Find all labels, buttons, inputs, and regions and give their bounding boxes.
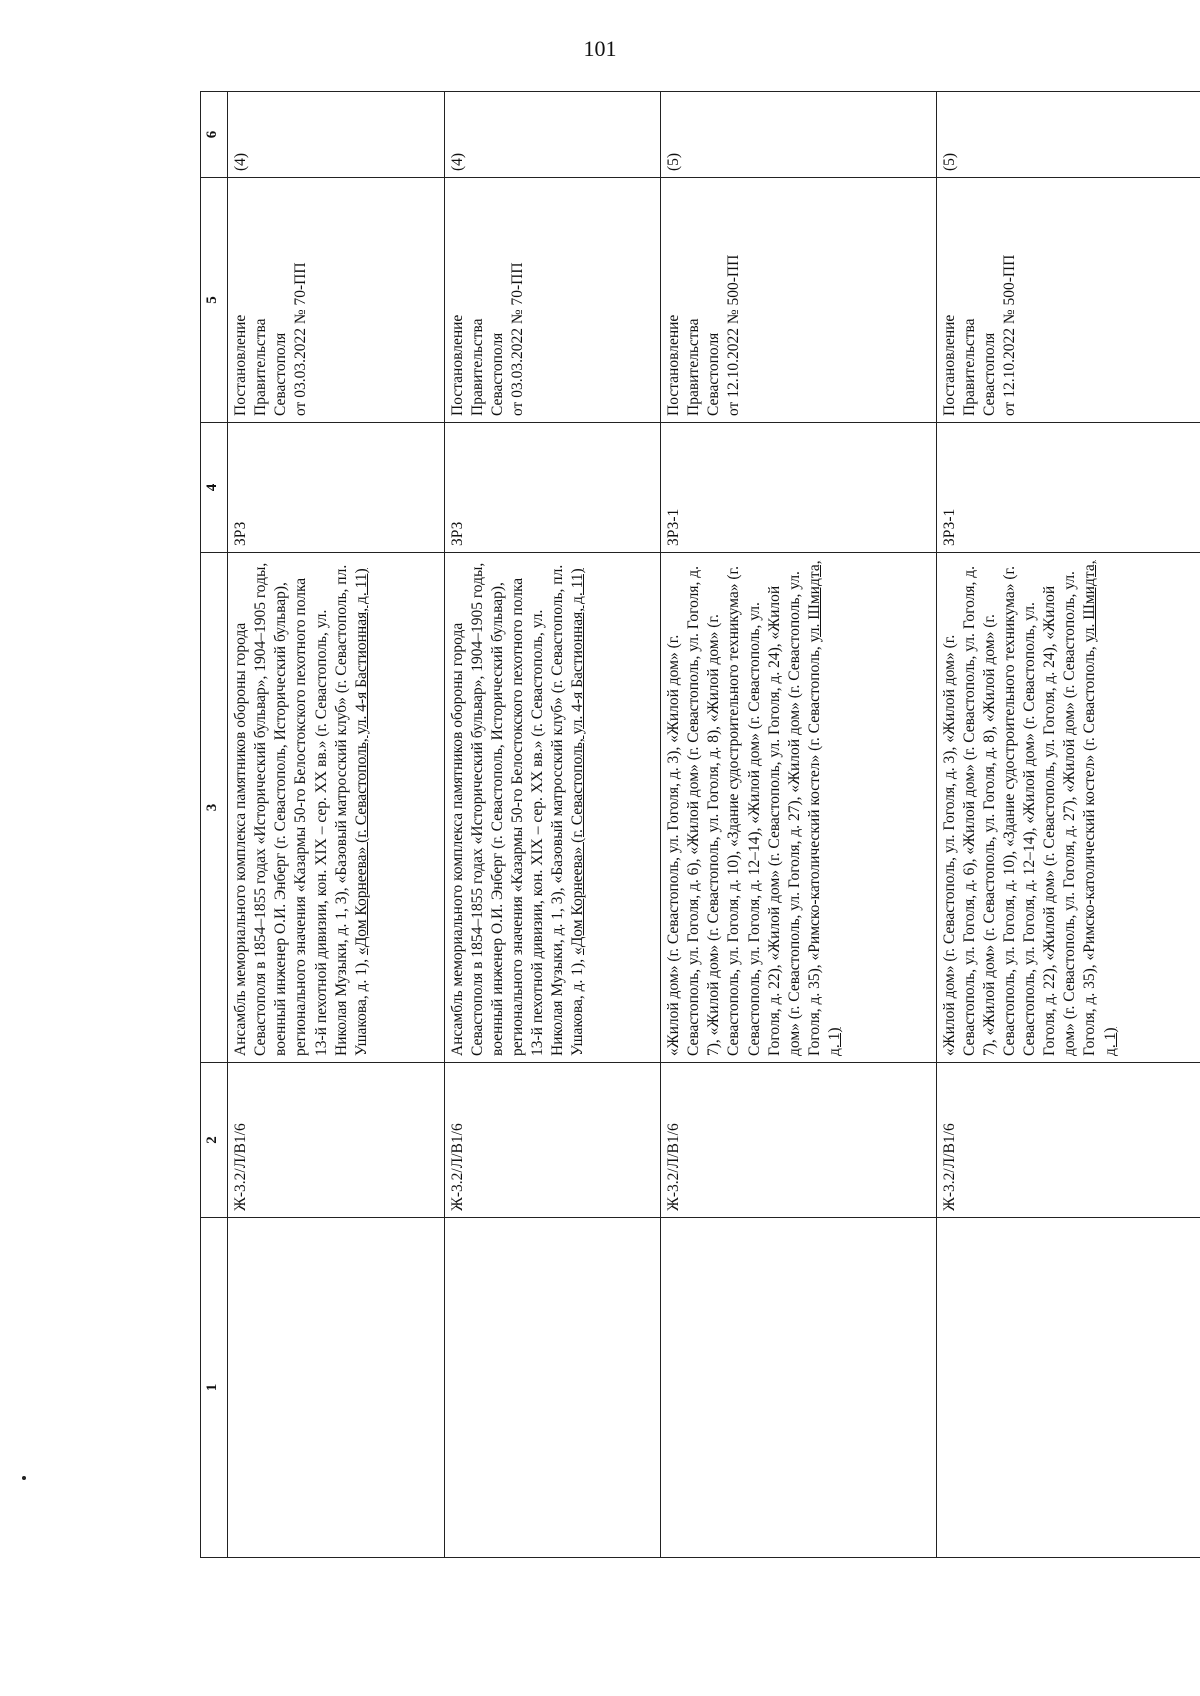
legal-act-line: от 03.03.2022 № 70-ПП xyxy=(508,262,526,416)
column-header: 5 xyxy=(201,178,228,423)
objects-text-underlined: «Дом Корнеева» (г. Севастополь, ул. 4-я Бастионная, д. 11) xyxy=(569,568,587,956)
heritage-objects-cell xyxy=(936,553,1200,1063)
legal-act-line: от 03.03.2022 № 70-ПП xyxy=(292,262,310,416)
heritage-objects-cell xyxy=(228,553,445,1063)
protection-zone-cell: ЗРЗ xyxy=(228,423,445,553)
heritage-objects-cell xyxy=(444,553,661,1063)
column-header: 4 xyxy=(201,423,228,553)
table-row xyxy=(661,92,936,1558)
note-cell: (5) xyxy=(936,92,1200,178)
column-header: 2 xyxy=(201,1063,228,1218)
protection-zone-cell: ЗРЗ-1 xyxy=(936,423,1200,553)
scan-speck xyxy=(22,1476,26,1480)
legal-act-cell xyxy=(936,178,1200,423)
legal-act-cell xyxy=(661,178,936,423)
table-row xyxy=(444,92,661,1558)
zone-code-cell: Ж-3.2/Л/В1/6 xyxy=(228,1063,445,1218)
heritage-objects-cell xyxy=(661,553,936,1063)
objects-text: «Жилой дом» (г. Севастополь, ул. Гоголя, д. 3), «Жилой дом» (г. Севастополь, ул. Гоголя, д. 6), «Жилой дом» (г. Севастополь, ул. Гоголя, д. 7), «Жилой дом» (г. Севастополь, ул. Гоголя, д. 8), «Жилой дом» (г. Севастополь, ул. Гоголя, д. 10), «Здание судостроительного техникума» (г. Севастополь, ул. Гоголя, д. 12–14), «Жилой дом» (г. Севастополь, ул. Гоголя, д. 22), «Жилой дом» (г. Севастополь, ул. Гоголя, д. 24), «Жилой дом» (г. Севастополь, ул. Гоголя, д. 27), «Жилой дом» (г. Севастополь, ул. Гоголя, д. 35), «Римско-католический костел» (г. Севастополь, xyxy=(665,565,824,1056)
legal-act-line: Правительства xyxy=(468,318,486,416)
legal-act-line: Правительства xyxy=(960,318,978,416)
objects-text: Ансамбль мемориального комплекса памятников обороны города Севастополя в 1854–1855 годах «Исторический бульвар», 1904–1905 годы, военный инженер О.И. Энберг (г. Севастополь, Исторический бульвар), регионального значения «Казармы 50-го Белостокского пехотного полка 13-й пехотной дивизии, кон. XIX – сер. XX вв.» (г. Севастополь, ул. Николая Музыки, д. 1, 3), «Базовый матросский клуб» (г. Севастополь, пл. Ушакова, д. 1), xyxy=(232,562,370,1056)
objects-text-underlined: ул. Шмидта, д. 1) xyxy=(806,560,844,1056)
legal-act-line: Правительства xyxy=(252,318,270,416)
legal-act-line: Севастополя xyxy=(272,332,290,416)
legal-act-cell xyxy=(228,178,445,423)
legal-act-line: Правительства xyxy=(685,318,703,416)
legal-act-line: от 12.10.2022 № 500-ПП xyxy=(1000,254,1018,416)
zones-table xyxy=(200,91,1200,1558)
legal-act-line: Постановление xyxy=(232,314,249,416)
zone-code-cell: Ж-3.2/Л/В1/6 xyxy=(661,1063,936,1218)
legal-act-line: Постановление xyxy=(448,314,466,416)
column-header: 1 xyxy=(201,1218,228,1558)
zone-code-cell: Ж-3.2/Л/В1/6 xyxy=(444,1063,661,1218)
objects-text: «Жилой дом» (г. Севастополь, ул. Гоголя, д. 3), «Жилой дом» (г. Севастополь, ул. Гоголя, д. 6), «Жилой дом» (г. Севастополь, ул. Гоголя, д. 7), «Жилой дом» (г. Севастополь, ул. Гоголя, д. 8), «Жилой дом» (г. Севастополь, ул. Гоголя, д. 10), «Здание судостроительного техникума» (г. Севастополь, ул. Гоголя, д. 12–14), «Жилой дом» (г. Севастополь, ул. Гоголя, д. 22), «Жилой дом» (г. Севастополь, ул. Гоголя, д. 24), «Жилой дом» (г. Севастополь, ул. Гоголя, д. 27), «Жилой дом» (г. Севастополь, ул. Гоголя, д. 35), «Римско-католический костел» (г. Севастополь, xyxy=(940,565,1099,1056)
zone-code-cell: Ж-3.2/Л/В1/6 xyxy=(936,1063,1200,1218)
table-header-row xyxy=(201,92,228,1558)
row-index-cell xyxy=(228,1218,445,1558)
note-cell: (4) xyxy=(444,92,661,178)
rotated-table-wrapper xyxy=(200,92,1200,1558)
row-index-cell xyxy=(444,1218,661,1558)
protection-zone-cell: ЗРЗ xyxy=(444,423,661,553)
note-cell: (5) xyxy=(661,92,936,178)
legal-act-line: Севастополя xyxy=(488,332,506,416)
note-cell: (4) xyxy=(228,92,445,178)
column-header: 6 xyxy=(201,92,228,178)
legal-act-line: Постановление xyxy=(940,314,958,416)
row-index-cell xyxy=(661,1218,936,1558)
table-row xyxy=(936,92,1200,1558)
legal-act-line: Постановление xyxy=(665,314,683,416)
protection-zone-cell: ЗРЗ-1 xyxy=(661,423,936,553)
objects-text-underlined: ул. Шмидта, д. 1) xyxy=(1081,560,1119,1056)
legal-act-line: Севастополя xyxy=(980,332,998,416)
objects-text: Ансамбль мемориального комплекса памятников обороны города Севастополя в 1854–1855 годах «Исторический бульвар», 1904–1905 годы, военный инженер О.И. Энберг (г. Севастополь, Исторический бульвар), регионального значения «Казармы 50-го Белостокского пехотного полка 13-й пехотной дивизии, кон. XIX – сер. XX вв.» (г. Севастополь, ул. Николая Музыки, д. 1, 3), «Базовый матросский клуб» (г. Севастополь, пл. Ушакова, д. 1), xyxy=(448,562,587,1056)
table-row xyxy=(228,92,445,1558)
column-header: 3 xyxy=(201,553,228,1063)
legal-act-cell xyxy=(444,178,661,423)
legal-act-line: Севастополя xyxy=(705,332,723,416)
objects-text-underlined: «Дом Корнеева» (г. Севастополь, ул. 4-я Бастионная, д. 11) xyxy=(352,568,370,956)
row-index-cell xyxy=(936,1218,1200,1558)
page-number: 101 xyxy=(583,36,617,61)
legal-act-line: от 12.10.2022 № 500-ПП xyxy=(725,254,743,416)
